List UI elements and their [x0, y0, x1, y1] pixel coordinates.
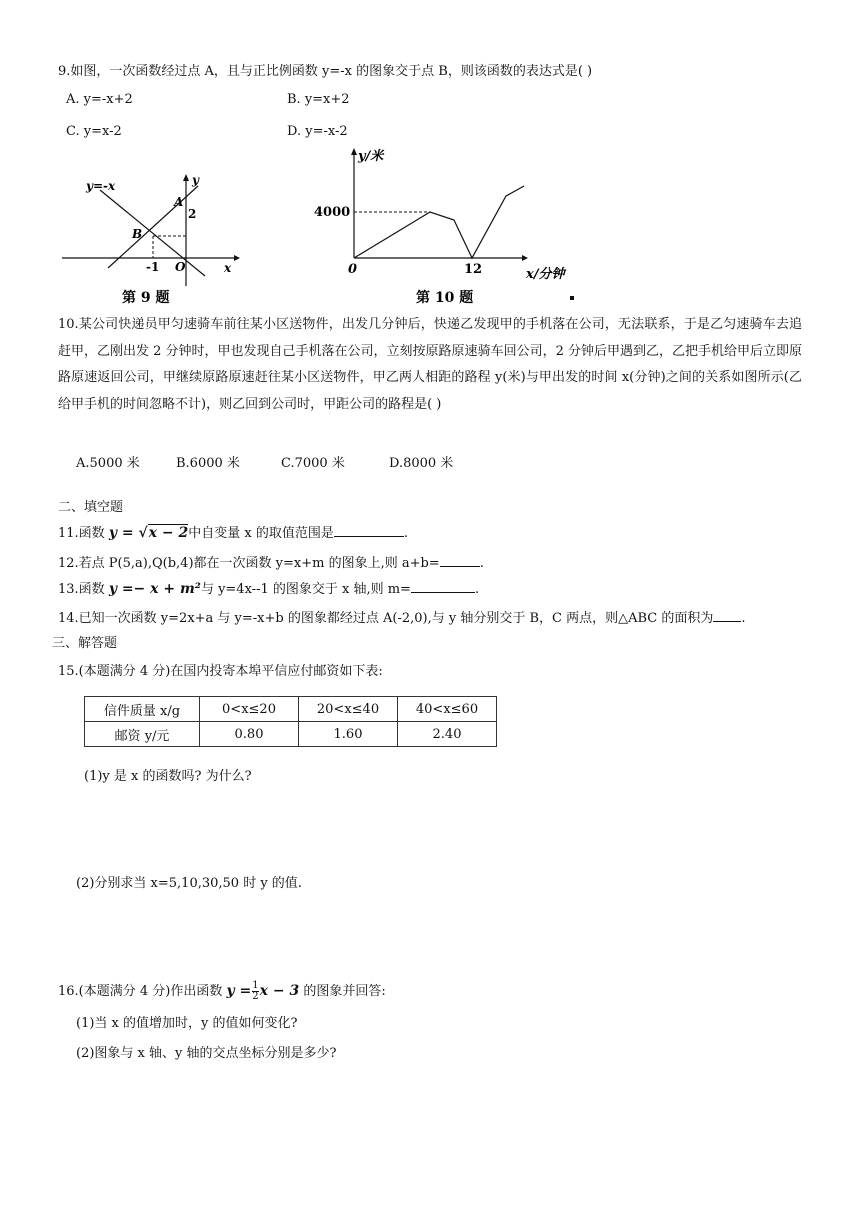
q12	[58, 552, 484, 571]
fig9-y-label: y	[192, 173, 199, 187]
q11-blank[interactable]	[334, 523, 404, 537]
q16-sub1: (1)当 x 的值增加时，y 的值如何变化?	[76, 1016, 298, 1031]
fig10-x-arrow	[522, 255, 528, 261]
q16-frac-num: 1	[252, 980, 259, 991]
q16-math-y: y =	[226, 983, 252, 999]
q10-stem: 10.某公司快递员甲匀速骑车前往某小区送物件，出发几分钟后，快递乙发现甲的手机落在公司，无法联系，于是乙匀速骑车去追赶甲，乙刚出发 2 分钟时，甲也发现自己手机落在公司，立刻按原路原速骑车回公司，2 分钟后甲遇到乙，乙把手机给甲后立即原路原速返回公司，甲继续原路原速赶往某小区送物件，甲乙两人相距的路程 y(米)与甲出发的时间 x(分钟)之间的关系如图所示(乙给甲手机的时间忽略不计)，则乙回到公司时，甲距公司的路程是( )	[58, 317, 802, 412]
q14-blank[interactable]	[713, 608, 741, 622]
q15-stem: 15.(本题满分 4 分)在国内投寄本埠平信应付邮资如下表:	[58, 664, 383, 679]
figure-9	[58, 168, 248, 308]
fig10-x-label: x/分钟	[526, 267, 565, 282]
q14	[58, 607, 746, 626]
q11: 11.函数 y = √x − 2中自变量 x 的取值范围是 .	[58, 525, 408, 541]
q15-sub2: (2)分别求当 x=5,10,30,50 时 y 的值.	[76, 876, 302, 891]
fig9-x-arrow	[234, 255, 240, 261]
section-3-heading: 三、解答题	[52, 636, 118, 651]
q11-end: .	[403, 526, 408, 541]
fig10-dot-mark	[570, 296, 574, 300]
fig9-line-through-a	[108, 186, 198, 268]
fig10-caption: 第 10 题	[416, 290, 474, 306]
fig9-origin: O	[175, 260, 186, 274]
q16-prefix: 16.(本题满分 4 分)作出函数	[58, 984, 227, 999]
q13	[58, 578, 479, 597]
postage-table	[84, 696, 497, 747]
fig10-y-arrow	[351, 148, 357, 155]
q10-option-d: D.8000 米	[389, 456, 454, 471]
fig9-point-a: A	[174, 195, 184, 209]
q12-end: .	[479, 556, 484, 571]
table-cell: 20<x≤40	[299, 697, 398, 722]
fig9-tick-2: 2	[188, 207, 197, 221]
fig10-origin: 0	[348, 262, 358, 277]
fig10-y-label: y/米	[358, 149, 384, 164]
q11-prefix: 11.函数	[58, 526, 109, 541]
q13-prefix: 13.函数	[58, 582, 109, 597]
table-row	[85, 697, 497, 722]
q9-option-d: D. y=-x-2	[287, 124, 348, 139]
q12-blank[interactable]	[440, 553, 480, 567]
q13-math: y =− x + m²	[108, 581, 201, 597]
q9-stem: 9.如图，一次函数经过点 A，且与正比例函数 y=-x 的图象交于点 B，则该函数的表达式是( )	[58, 64, 593, 79]
q14-text: 14.已知一次函数 y=2x+a 与 y=-x+b 的图象都经过点 A(-2,0),与 y 轴分别交于 B，C 两点，则△ABC 的面积为	[58, 611, 714, 626]
q13-blank[interactable]	[411, 579, 475, 593]
q14-end: .	[741, 611, 746, 626]
q11-math-y: y =	[108, 525, 139, 541]
q12-text: 12.若点 P(5,a),Q(b,4)都在一次函数 y=x+m 的图象上,则 a+b=	[58, 556, 440, 571]
q16-math-rest: x − 3	[259, 983, 300, 999]
fig10-value-4000: 4000	[314, 205, 351, 220]
fig9-point-b: B	[132, 227, 143, 241]
q9-option-a: A. y=-x+2	[66, 92, 133, 107]
q10-option-b: B.6000 米	[176, 456, 240, 471]
table-cell: 2.40	[398, 722, 497, 747]
q9-option-c: C. y=x-2	[66, 124, 122, 139]
q11-suffix: 中自变量 x 的取值范围是	[188, 526, 334, 541]
fig9-tick-neg1: -1	[146, 260, 160, 274]
q15-sub1: (1)y 是 x 的函数吗? 为什么?	[84, 769, 252, 784]
table-cell: 0.80	[200, 722, 299, 747]
fig9-x-label: x	[224, 261, 232, 275]
q16-fraction	[252, 981, 258, 1002]
q16-sub2: (2)图象与 x 轴、y 轴的交点坐标分别是多少?	[76, 1046, 337, 1061]
q13-end: .	[474, 582, 480, 597]
figure-10	[310, 146, 590, 308]
q16-stem	[58, 980, 386, 1002]
table-cell: 40<x≤60	[398, 697, 497, 722]
q16-frac-den: 2	[252, 991, 259, 1002]
q9-option-b: B. y=x+2	[287, 92, 350, 107]
fig10-distance-line	[354, 186, 524, 258]
fig9-y-arrow	[183, 174, 189, 181]
fig9-caption: 第 9 题	[122, 290, 170, 306]
q10-option-c: C.7000 米	[281, 456, 345, 471]
fig10-tick-12: 12	[464, 262, 483, 277]
q16-suffix: 的图象并回答:	[299, 984, 386, 999]
fig9-line-label: y=-x	[86, 179, 116, 193]
q11-math-radicand: x − 2	[148, 525, 189, 541]
table-row	[85, 722, 497, 747]
table-cell: 邮资 y/元	[85, 722, 200, 747]
q13-suffix: 与 y=4x--1 的图象交于 x 轴,则 m=	[200, 582, 411, 597]
table-cell: 信件质量 x/g	[85, 697, 200, 722]
section-2-heading: 二、填空题	[58, 500, 124, 515]
table-cell: 0<x≤20	[200, 697, 299, 722]
q10-option-a: A.5000 米	[76, 456, 140, 471]
table-cell: 1.60	[299, 722, 398, 747]
